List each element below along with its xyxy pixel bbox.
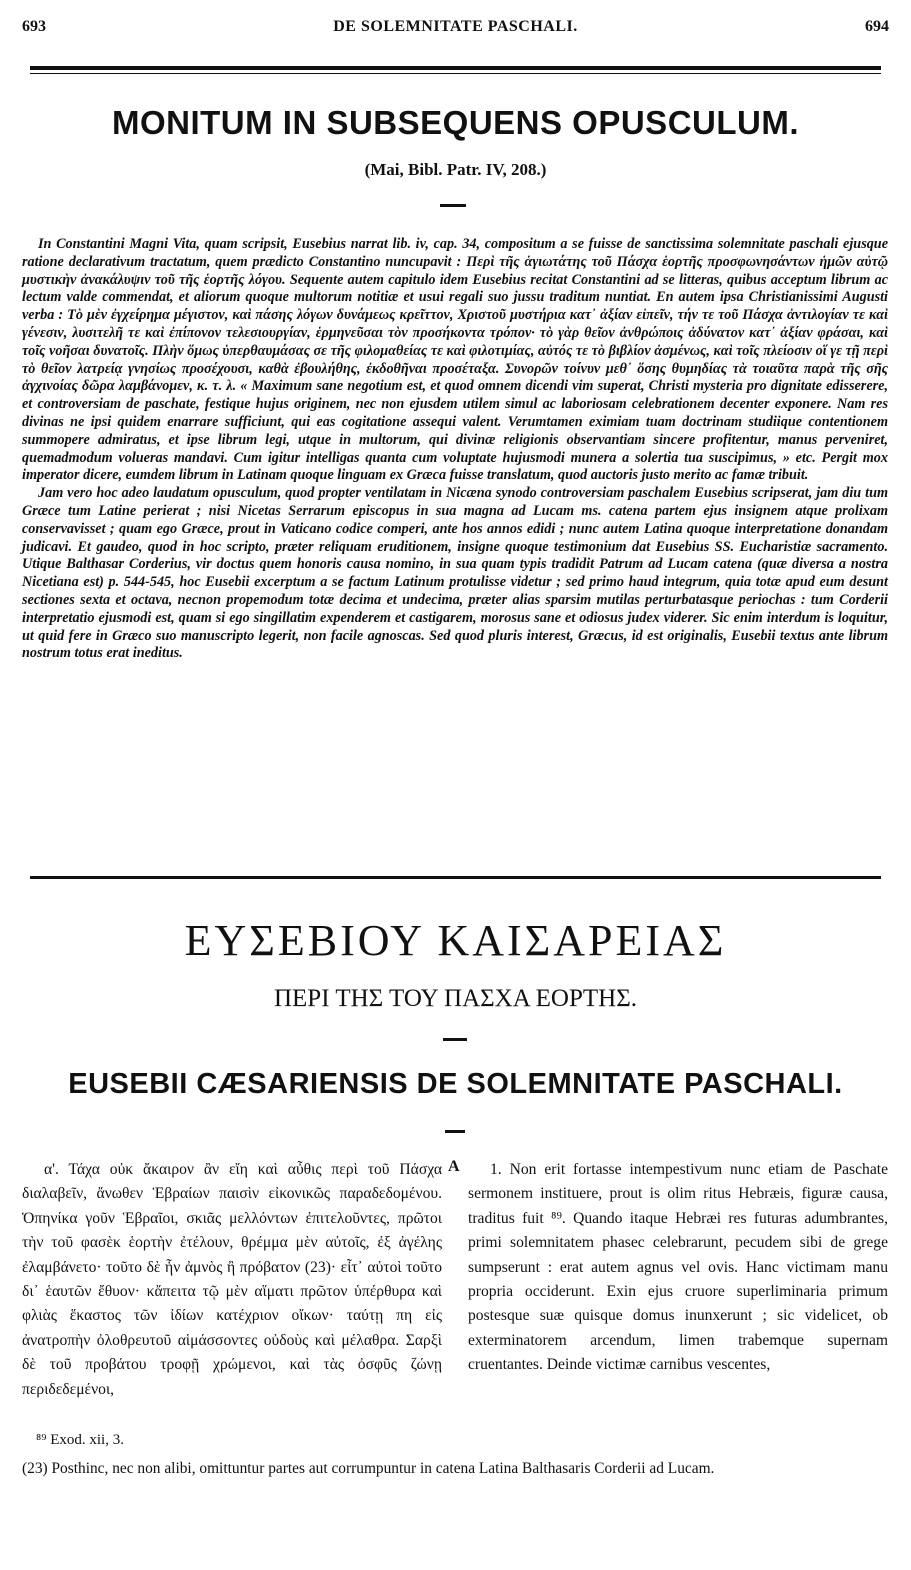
greek-column — [22, 1158, 442, 1402]
latin-column — [468, 1158, 888, 1378]
section-rule — [30, 876, 881, 879]
monitum-paragraph-1: In Constantini Magni Vita, quam scripsit, Eusebius narrat lib. iv, cap. 34, compositum a se fuisse de sanctissima solemnitate paschali ejusque ratione declarativum tractatum, quem prædicto Constantino nuncupavit : Περὶ τῆς ἁγιωτάτης τοῦ Πάσχα ἑορτῆς προσφωνησάντων ἡμῶν αὐτῷ μυστικὴν ἀνακάλυψιν τοῦ τῆς ἑορτῆς λόγου. Sequente autem capitulo idem Eusebius recitat Constantini ad se litteras, quibus acceptum librum ac lectum valde commendat, et aliorum quoque multorum notitiæ et usui regali suo jussu traditum nuntiat. En autem ipsa Christianissimi Augusti verba : Τὸ μὲν ἐγχείρημα μέγιστον, καὶ πάσης λόγων δυνάμεως κρεῖττον, Χριστοῦ μυστήρια κατ᾽ ἀξίαν εἰπεῖν, τήν τε τοῦ Πάσχα ἀντιλογίαν τε καὶ γένεσιν, λυσιτελῆ τε καὶ ἐπίπονον τελεσιουργίαν, ἑρμηνεῦσαι τὸν προσήκοντα τρόπον· τὸ γὰρ θεῖον ἀνθρώποις ἀδύνατον κατ᾽ ἀξίαν φράσαι, καὶ τοῖς νοῆσαι δυνατοῖς. Πλὴν ὅμως ὑπερθαυμάσας σε τῆς φιλομαθείας τε καὶ φιλοτιμίας, αὐτός τε τὸ βιβλίον ἀσμένως, καὶ τοῖς πλείοσιν οἵ γε τῇ περὶ τὸ θεῖον λατρείᾳ γνησίως προσέχουσι, καθὰ ἐβουλήθης, ἐκδοθῆναι προσέταξα. Συνορῶν τοίνυν μεθ᾽ ὅσης θυμηδίας τὰ τοιαῦτα παρὰ τῆς σῆς ἀγχινοίας δῶρα λαμβάνομεν, κ. τ. λ. « Maximum sane negotium est, et quod omnem dicendi vim superat, Christi mysteria pro dignitate edisserere, et controversiam de paschate, festique hujus originem, nec non ejusdem utilem simul ac laboriosam celebrationem decenter exponere. Nam res divinas ne ipsi quidem enarrare sufficiunt, qui eas cogitatione assequi valent. Verumtamen eximiam tuam doctrinam studiique contentionem summopere admiratus, et ipse librum legi, utque in multorum, qui divinæ religionis observantiam sincere profitentur, manus perveniret, quemadmodum volueras mandavi. Cum igitur intelligas quanta cum voluptate hujusmodi munera a solertia tua suscipimus, » etc. Pergit mox imperator dicere, eumdem librum in Latinam quoque linguam ex Græca fuisse translatum, quod auctoris justo merito ac famæ tribuit. — [22, 236, 888, 484]
column-marker: A — [448, 1158, 460, 1175]
greek-text: α'. Τάχα οὐκ ἄκαιρον ἂν εἴη καὶ αὖθις περὶ τοῦ Πάσχα διαλαβεῖν, ἄνωθεν Ἑβραίων παισὶν εἰκονικῶς παραδεδομένου. Ὁπηνίκα γοῦν Ἑβραῖοι, σκιᾶς μελλόντων ἐπιτελοῦντες, πρῶτοι τὴν τοῦ φασὲκ ἑορτὴν ἐτέλουν, θρέμμα μὲν αὐτοῖς, ἐξ ἀγέλης ἐλαμβάνετο· τοῦτο δὲ ἦν ἀμνὸς ἢ πρόβατον (23)· εἶτ᾽ αὐτοὶ τοῦτο δι᾽ ἑαυτῶν ἔθυον· κἄπειτα τῷ μὲν αἵματι πρῶτον ὑπέρθυρα καὶ φλιὰς ἕκαστος τῶν ἰδίων κατέχριον οἴκων· ταύτῃ πη εἰς ἀνατροπὴν ὀλοθρευτοῦ αἱμάσσοντες οὐδοὺς καὶ μέλαθρα. Σαρξὶ δὲ τοῦ προβάτου τροφῇ χρώμενοι, καὶ τὰς ὀσφῦς ζώνῃ περιδεδεμένοι, — [22, 1161, 442, 1398]
running-title: DE SOLEMNITATE PASCHALI. — [333, 18, 578, 35]
monitum-body — [22, 236, 888, 663]
monitum-title: MONITUM IN SUBSEQUENS OPUSCULUM. — [111, 104, 800, 141]
monitum-source: (Mai, Bibl. Patr. IV, 208.) — [364, 160, 547, 179]
section-dash — [440, 204, 466, 207]
title-dash-2 — [445, 1130, 465, 1133]
header-rule — [30, 66, 881, 70]
greek-title: ΕΥΣΕΒΙΟΥ ΚΑΙΣΑΡΕΙΑΣ — [184, 916, 727, 965]
latin-text: 1. Non erit fortasse intempestivum nunc etiam de Paschate sermonem instituere, prout is olim ritus Hebræis, figuræ causa, traditus fuit ⁸⁹. Quando itaque Hebræi res futuras adumbrantes, primi solemnitatem phasec celebrarunt, pecudem sibi de grege sumpserunt : erat autem agnus vel ovis. Hanc victimam manu propria occiderunt. Exin ejus cruore superliminaria primum postesque suæ quisque domus inunxerunt ; sic videlicet, ob exterminatorem arcendum, limen trabemque supernam cruentantes. Deinde victimæ carnibus vescentes, — [468, 1161, 888, 1374]
latin-title: EUSEBII CÆSARIENSIS DE SOLEMNITATE PASCHALI. — [68, 1068, 843, 1100]
footnote: ⁸⁹ Exod. xii, 3. — [36, 1432, 124, 1448]
page-number-right: 694 — [865, 18, 889, 35]
monitum-paragraph-2: Jam vero hoc adeo laudatum opusculum, quod propter ventilatam in Nicæna synodo controversiam paschalem Eusebius scripserat, jam diu tum Græce tum Latine perierat ; nisi Nicetas Serrarum episcopus in sua magna ad Lucam ms. catena partem ejus insignem atque prolixam conservavisset ; quam ego Græce, prout in Vaticano codice comperi, ante hos annos edidi ; nunc autem Latina quoque interpretatione donandam judicavi. Et gaudeo, quod in hoc scripto, præter reliquam eruditionem, insigne quoque testimonium dat Eusebius SS. Eucharistiæ sacramento. Utique Balthasar Corderius, vir doctus quem honoris causa nomino, in sua quam typis tradidit Patrum ad Lucam catena (quæ diversa a nostra Nicetiana est) p. 544-545, hoc Eusebii excerptum a se factum Latinum protulisse videtur ; sed primo haud integrum, quia totæ apud eum desunt sectiones sexta et octava, necnon propemodum totæ decima et undecima, præter alias sparsim mutilas perturbatasque periochas : tum Corderii interpretatio ejusmodi est, quam si ego singillatim expenderem et castigarem, morosus sane et odiosus judex viderer. Sic enim interdum is loquitur, ut quid fere in Græco suo manuscripto legerit, non facile agnoscas. Sed quod pluris interest, Græcus, id est originalis, Eusebii textus ante librum nostrum totus erat ineditus. — [22, 485, 888, 662]
header-rule-thin — [30, 73, 881, 74]
greek-subtitle: ΠΕΡΙ ΤΗΣ ΤΟΥ ΠΑΣΧΑ ΕΟΡΤΗΣ. — [273, 985, 638, 1012]
running-head — [22, 18, 889, 42]
title-dash — [443, 1038, 467, 1041]
page-number-left: 693 — [22, 18, 46, 35]
note-23: (23) Posthinc, nec non alibi, omittuntur partes aut corrumpuntur in catena Latina Balthasaris Corderii ad Lucam. — [22, 1460, 715, 1477]
